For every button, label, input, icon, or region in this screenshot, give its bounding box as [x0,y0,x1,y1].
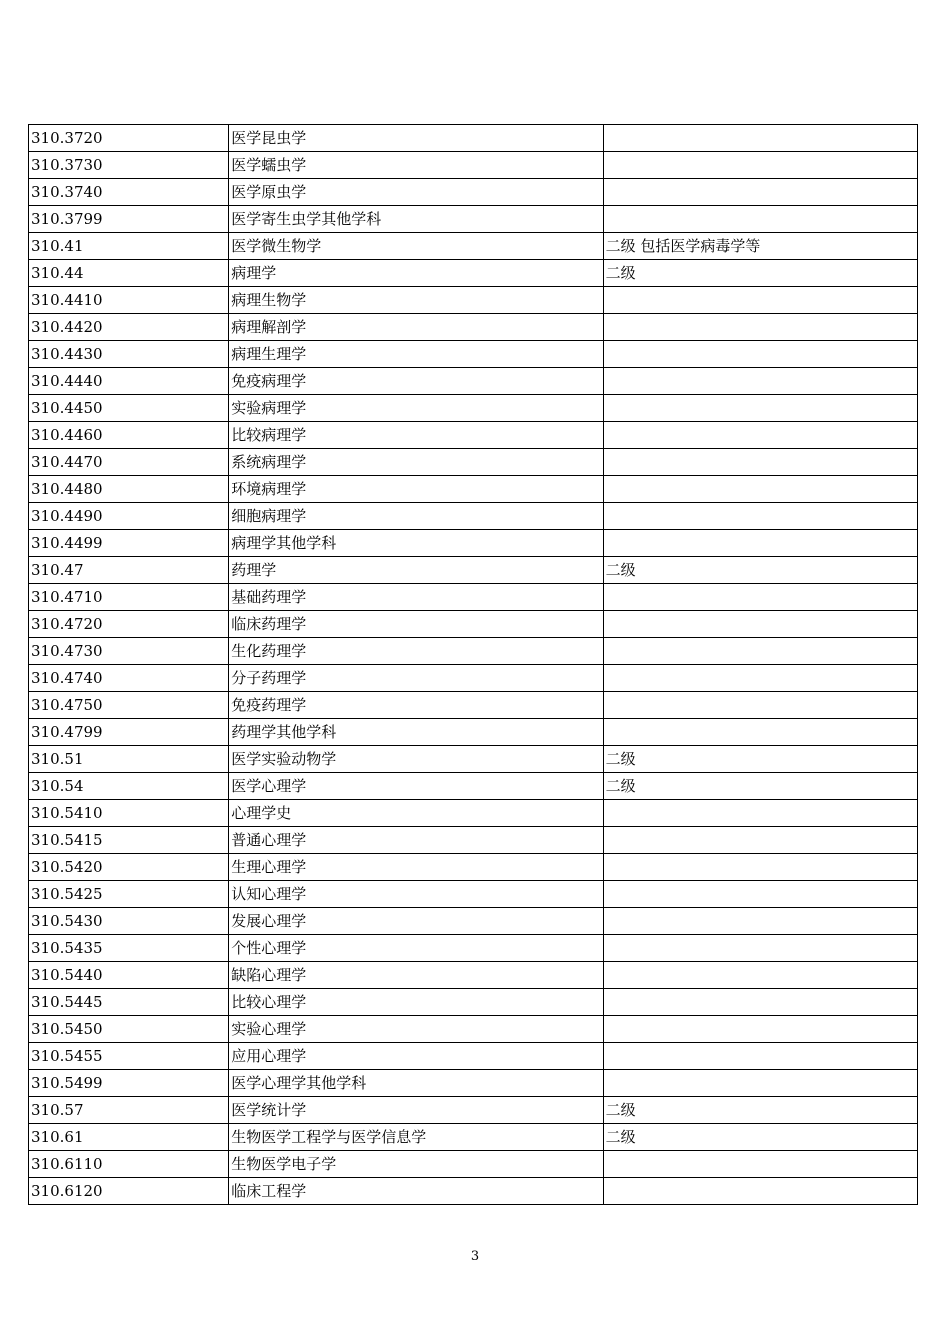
table-row [29,692,918,719]
code-cell: 310.4730 [29,638,229,665]
note-cell [603,287,917,314]
note-cell [603,503,917,530]
name-cell: 病理生理学 [229,341,603,368]
code-cell: 310.4720 [29,611,229,638]
table-row [29,125,918,152]
name-cell: 实验心理学 [229,1016,603,1043]
name-cell: 病理生物学 [229,287,603,314]
table-row [29,179,918,206]
name-cell: 医学原虫学 [229,179,603,206]
code-cell: 310.41 [29,233,229,260]
code-cell: 310.4430 [29,341,229,368]
table-row [29,1124,918,1151]
table-row [29,1151,918,1178]
note-cell [603,206,917,233]
table-row [29,881,918,908]
code-cell: 310.3730 [29,152,229,179]
note-cell: 二级 [603,746,917,773]
note-cell [603,152,917,179]
name-cell: 生物医学工程学与医学信息学 [229,1124,603,1151]
table-row [29,638,918,665]
table-row [29,1178,918,1205]
note-cell: 二级 [603,1124,917,1151]
note-cell [603,584,917,611]
note-cell [603,1016,917,1043]
table-row [29,503,918,530]
code-cell: 310.4750 [29,692,229,719]
name-cell: 病理解剖学 [229,314,603,341]
table-row [29,1043,918,1070]
table-row [29,665,918,692]
name-cell: 环境病理学 [229,476,603,503]
name-cell: 临床药理学 [229,611,603,638]
note-cell [603,638,917,665]
note-cell: 二级 [603,773,917,800]
name-cell: 细胞病理学 [229,503,603,530]
name-cell: 生化药理学 [229,638,603,665]
table-row [29,314,918,341]
code-cell: 310.4499 [29,530,229,557]
note-cell [603,881,917,908]
note-cell [603,1043,917,1070]
name-cell: 系统病理学 [229,449,603,476]
code-cell: 310.4799 [29,719,229,746]
table-row [29,989,918,1016]
code-cell: 310.4490 [29,503,229,530]
table-row [29,962,918,989]
name-cell: 缺陷心理学 [229,962,603,989]
code-cell: 310.5445 [29,989,229,1016]
code-cell: 310.3740 [29,179,229,206]
name-cell: 心理学史 [229,800,603,827]
note-cell [603,1070,917,1097]
name-cell: 比较病理学 [229,422,603,449]
code-cell: 310.4740 [29,665,229,692]
name-cell: 普通心理学 [229,827,603,854]
table-row [29,800,918,827]
name-cell: 药理学 [229,557,603,584]
name-cell: 病理学其他学科 [229,530,603,557]
table-row [29,935,918,962]
code-cell: 310.4450 [29,395,229,422]
name-cell: 免疫药理学 [229,692,603,719]
table-row [29,260,918,287]
code-cell: 310.3720 [29,125,229,152]
table-body [29,125,918,1205]
note-cell [603,989,917,1016]
name-cell: 医学实验动物学 [229,746,603,773]
note-cell [603,395,917,422]
note-cell [603,368,917,395]
name-cell: 实验病理学 [229,395,603,422]
table-row [29,341,918,368]
note-cell: 二级 包括医学病毒学等 [603,233,917,260]
note-cell [603,341,917,368]
name-cell: 基础药理学 [229,584,603,611]
note-cell [603,476,917,503]
code-cell: 310.5425 [29,881,229,908]
code-cell: 310.5455 [29,1043,229,1070]
note-cell [603,719,917,746]
code-cell: 310.5410 [29,800,229,827]
name-cell: 医学统计学 [229,1097,603,1124]
name-cell: 医学蠕虫学 [229,152,603,179]
name-cell: 临床工程学 [229,1178,603,1205]
note-cell [603,179,917,206]
code-cell: 310.5435 [29,935,229,962]
table-row [29,611,918,638]
code-cell: 310.4710 [29,584,229,611]
note-cell [603,125,917,152]
table-row [29,422,918,449]
note-cell [603,908,917,935]
note-cell [603,800,917,827]
name-cell: 医学寄生虫学其他学科 [229,206,603,233]
name-cell: 认知心理学 [229,881,603,908]
table-row [29,233,918,260]
note-cell [603,692,917,719]
table-row [29,476,918,503]
table-row [29,908,918,935]
note-cell [603,611,917,638]
code-cell: 310.57 [29,1097,229,1124]
note-cell [603,1151,917,1178]
name-cell: 免疫病理学 [229,368,603,395]
note-cell [603,314,917,341]
note-cell [603,962,917,989]
note-cell: 二级 [603,1097,917,1124]
table-row [29,152,918,179]
discipline-code-table [28,124,918,1205]
note-cell [603,854,917,881]
table-row [29,1016,918,1043]
name-cell: 医学昆虫学 [229,125,603,152]
name-cell: 个性心理学 [229,935,603,962]
note-cell [603,827,917,854]
code-cell: 310.6110 [29,1151,229,1178]
table-row [29,719,918,746]
table-row [29,827,918,854]
note-cell [603,665,917,692]
table-row [29,287,918,314]
table-row [29,206,918,233]
note-cell [603,422,917,449]
table-row [29,368,918,395]
name-cell: 医学微生物学 [229,233,603,260]
code-cell: 310.54 [29,773,229,800]
table-row [29,557,918,584]
note-cell [603,449,917,476]
table-row [29,449,918,476]
code-cell: 310.5450 [29,1016,229,1043]
page-number: 3 [470,1249,480,1264]
name-cell: 应用心理学 [229,1043,603,1070]
name-cell: 医学心理学 [229,773,603,800]
note-cell: 二级 [603,260,917,287]
name-cell: 发展心理学 [229,908,603,935]
code-cell: 310.5499 [29,1070,229,1097]
code-cell: 310.47 [29,557,229,584]
table-row [29,1070,918,1097]
code-cell: 310.5415 [29,827,229,854]
table-row [29,1097,918,1124]
table-row [29,773,918,800]
table-row [29,746,918,773]
note-cell [603,935,917,962]
name-cell: 比较心理学 [229,989,603,1016]
note-cell [603,530,917,557]
note-cell: 二级 [603,557,917,584]
code-cell: 310.5420 [29,854,229,881]
code-cell: 310.4470 [29,449,229,476]
name-cell: 医学心理学其他学科 [229,1070,603,1097]
code-cell: 310.5430 [29,908,229,935]
code-cell: 310.4410 [29,287,229,314]
code-cell: 310.6120 [29,1178,229,1205]
table-row [29,584,918,611]
note-cell [603,1178,917,1205]
code-cell: 310.4460 [29,422,229,449]
code-cell: 310.4440 [29,368,229,395]
name-cell: 分子药理学 [229,665,603,692]
code-cell: 310.44 [29,260,229,287]
table-row [29,395,918,422]
code-cell: 310.61 [29,1124,229,1151]
name-cell: 药理学其他学科 [229,719,603,746]
table-row [29,530,918,557]
name-cell: 病理学 [229,260,603,287]
name-cell: 生理心理学 [229,854,603,881]
code-cell: 310.51 [29,746,229,773]
code-cell: 310.4480 [29,476,229,503]
code-cell: 310.3799 [29,206,229,233]
code-cell: 310.4420 [29,314,229,341]
code-cell: 310.5440 [29,962,229,989]
name-cell: 生物医学电子学 [229,1151,603,1178]
table-row [29,854,918,881]
